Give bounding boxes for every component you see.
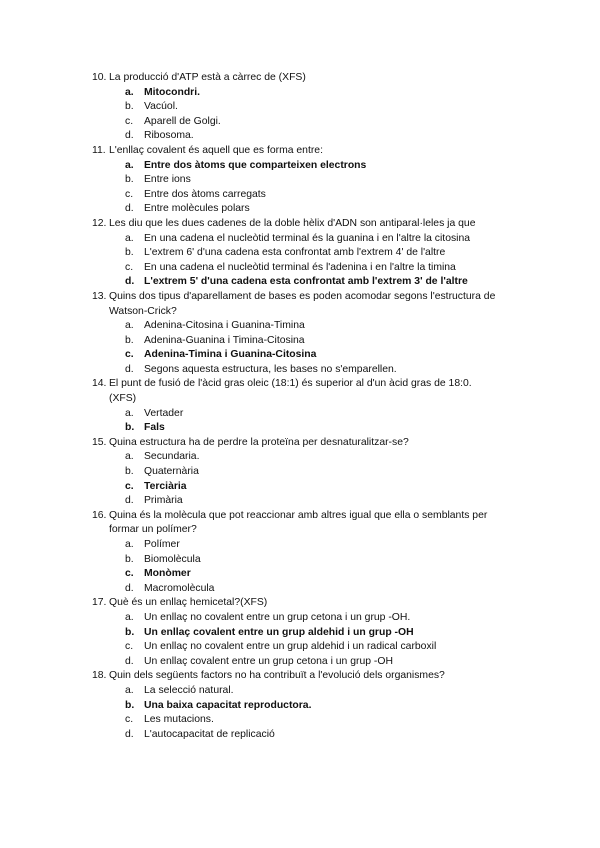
option-text: Segons aquesta estructura, les bases no s'emparellen. — [144, 363, 397, 375]
option-text: Monòmer — [144, 568, 191, 580]
option-text: Entre ions — [144, 174, 191, 186]
answer-option — [92, 246, 532, 261]
question-text-line — [92, 509, 532, 524]
answer-option — [92, 173, 532, 188]
option-text: En una cadena el nucleòtid terminal és l'adenina i en l'altre la timina — [144, 261, 456, 273]
question-text-line — [92, 377, 532, 392]
question-text: El punt de fusió de l'àcid gras oleic (18:1) és superior al d'un àcid gras de 18:0. — [109, 378, 472, 390]
question-indent — [92, 392, 109, 407]
option-text: Adenina-Guanina i Timina-Citosina — [144, 334, 305, 346]
option-text: Primària — [144, 495, 183, 507]
question-12 — [92, 217, 532, 290]
question-number: 17. — [92, 597, 107, 609]
question-text-line — [92, 71, 532, 86]
question-number: 10. — [92, 72, 107, 83]
question-17 — [92, 596, 532, 669]
question-text: Quin dels següents factors no ha contribuït a l'evolució dels organismes? — [109, 670, 445, 682]
option-text: Adenina-Timina i Guanina-Citosina — [144, 349, 317, 361]
option-text: Mitocondri. — [144, 86, 200, 98]
option-text: Ribosoma. — [144, 130, 194, 142]
option-letter: b. — [125, 101, 134, 113]
option-letter: b. — [125, 699, 135, 711]
option-letter: a. — [125, 320, 134, 332]
question-number: 13. — [92, 290, 107, 302]
answer-options — [92, 319, 532, 377]
answer-option — [92, 713, 532, 728]
question-text-line — [92, 305, 532, 320]
question-list — [92, 71, 532, 742]
option-text: Fals — [144, 422, 165, 434]
answer-option — [92, 684, 532, 699]
option-text: L'extrem 6' d'una cadena esta confrontat amb l'extrem 4' de l'altre — [144, 247, 446, 259]
question-text: Quins dos tipus d'aparellament de bases es poden acomodar segons l'estructura de — [109, 290, 496, 302]
option-letter: b. — [125, 174, 134, 186]
answer-option-correct — [92, 86, 532, 101]
answer-option-correct — [92, 567, 532, 582]
answer-option-correct — [92, 626, 532, 641]
option-text: Entre dos àtoms que comparteixen electrons — [144, 159, 367, 171]
answer-option-correct — [92, 275, 532, 290]
option-letter: d. — [125, 728, 134, 740]
answer-option — [92, 553, 532, 568]
question-11 — [92, 144, 532, 217]
answer-options — [92, 538, 532, 596]
question-10 — [92, 71, 532, 144]
option-letter: a. — [125, 232, 134, 244]
question-text-line — [92, 596, 532, 611]
answer-option — [92, 202, 532, 217]
option-text: Adenina-Citosina i Guanina-Timina — [144, 320, 305, 332]
option-text: Macromolècula — [144, 582, 215, 594]
question-text-line — [92, 436, 532, 451]
answer-option — [92, 655, 532, 670]
option-letter: d. — [125, 203, 134, 215]
question-13 — [92, 290, 532, 378]
answer-option — [92, 582, 532, 597]
question-number: 12. — [92, 217, 107, 229]
question-text-line — [92, 392, 532, 407]
option-text: Entre molècules polars — [144, 203, 250, 215]
option-text: Quaternària — [144, 466, 199, 478]
option-letter: d. — [125, 276, 135, 288]
option-text: Un enllaç no covalent entre un grup aldehid i un radical carboxil — [144, 641, 437, 653]
option-letter: b. — [125, 626, 135, 638]
option-letter: a. — [125, 407, 134, 419]
answer-option — [92, 494, 532, 509]
answer-option-correct — [92, 421, 532, 436]
answer-option — [92, 115, 532, 130]
option-text: Polímer — [144, 539, 180, 550]
option-letter: b. — [125, 553, 134, 565]
question-number: 14. — [92, 378, 107, 390]
option-letter: c. — [125, 115, 134, 127]
option-letter: c. — [125, 568, 134, 580]
option-letter: c. — [125, 188, 134, 200]
option-letter: d. — [125, 655, 134, 667]
question-text-line — [92, 217, 532, 232]
option-letter: b. — [125, 422, 135, 434]
question-text: Quina és la molècula que pot reaccionar amb altres igual que ella o semblants per — [109, 509, 488, 521]
answer-option — [92, 261, 532, 276]
option-letter: a. — [125, 684, 134, 696]
question-text-line — [92, 144, 532, 159]
option-letter: c. — [125, 480, 134, 492]
option-letter: a. — [125, 86, 134, 98]
answer-option-correct — [92, 480, 532, 495]
option-text: Biomolècula — [144, 553, 201, 565]
option-letter: d. — [125, 582, 134, 594]
option-text: En una cadena el nucleòtid terminal és la guanina i en l'altre la citosina — [144, 232, 471, 244]
answer-option — [92, 450, 532, 465]
answer-options — [92, 684, 532, 742]
option-text: Terciària — [144, 480, 187, 492]
answer-option — [92, 728, 532, 743]
question-text: La producció d'ATP està a càrrec de (XFS) — [109, 72, 306, 83]
answer-option — [92, 334, 532, 349]
answer-option-correct — [92, 159, 532, 174]
option-text: L'autocapacitat de replicació — [144, 728, 275, 740]
option-letter: b. — [125, 247, 134, 259]
option-letter: c. — [125, 641, 134, 653]
answer-option — [92, 407, 532, 422]
option-letter: d. — [125, 363, 134, 375]
option-letter: a. — [125, 539, 134, 550]
answer-options — [92, 159, 532, 217]
answer-option-correct — [92, 699, 532, 714]
answer-options — [92, 450, 532, 508]
answer-option — [92, 611, 532, 626]
question-indent — [92, 523, 109, 538]
question-number: 16. — [92, 509, 107, 521]
answer-option — [92, 232, 532, 247]
option-letter: c. — [125, 261, 134, 273]
question-text-line — [92, 290, 532, 305]
answer-options — [92, 407, 532, 436]
question-text: Les diu que les dues cadenes de la doble hèlix d'ADN son antiparal·leles ja que — [109, 217, 476, 229]
option-letter: b. — [125, 466, 134, 478]
option-text: Secundaria. — [144, 451, 200, 463]
option-letter: a. — [125, 159, 134, 171]
option-text: Les mutacions. — [144, 714, 214, 726]
answer-options — [92, 611, 532, 669]
answer-option — [92, 363, 532, 378]
option-letter: d. — [125, 495, 134, 507]
option-letter: d. — [125, 130, 134, 142]
answer-option — [92, 188, 532, 203]
option-letter: c. — [125, 349, 134, 361]
answer-option — [92, 465, 532, 480]
answer-option — [92, 319, 532, 334]
answer-options — [92, 232, 532, 290]
question-text: Què és un enllaç hemicetal?(XFS) — [109, 597, 268, 609]
question-18 — [92, 669, 532, 742]
answer-option — [92, 538, 532, 553]
question-text-line — [92, 669, 532, 684]
question-number: 18. — [92, 670, 107, 682]
option-text: Aparell de Golgi. — [144, 115, 221, 127]
question-text: L'enllaç covalent és aquell que es forma entre: — [109, 144, 323, 156]
option-text: Vertader — [144, 407, 184, 419]
question-number: 15. — [92, 436, 107, 448]
option-text: Entre dos àtoms carregats — [144, 188, 266, 200]
answer-option-correct — [92, 348, 532, 363]
answer-option — [92, 640, 532, 655]
option-letter: a. — [125, 611, 134, 623]
question-indent — [92, 305, 109, 320]
question-text-line — [92, 523, 532, 538]
option-text: L'extrem 5' d'una cadena esta confrontat amb l'extrem 3' de l'altre — [144, 276, 468, 288]
question-text: Watson-Crick? — [109, 305, 177, 317]
question-15 — [92, 436, 532, 509]
option-letter: b. — [125, 334, 134, 346]
option-text: La selecció natural. — [144, 684, 234, 696]
question-text: Quina estructura ha de perdre la proteïna per desnaturalitzar-se? — [109, 436, 409, 448]
option-letter: a. — [125, 451, 134, 463]
question-number: 11. — [92, 144, 106, 156]
question-16 — [92, 509, 532, 597]
option-text: Una baixa capacitat reproductora. — [144, 699, 312, 711]
answer-options — [92, 86, 532, 144]
question-text: (XFS) — [109, 393, 137, 405]
answer-option — [92, 100, 532, 115]
option-text: Un enllaç covalent entre un grup aldehid i un grup -OH — [144, 626, 414, 638]
option-text: Un enllaç no covalent entre un grup cetona i un grup -OH. — [144, 611, 411, 623]
question-text: formar un polímer? — [109, 524, 197, 536]
option-letter: c. — [125, 714, 134, 726]
option-text: Vacúol. — [144, 101, 178, 113]
option-text: Un enllaç covalent entre un grup cetona i un grup -OH — [144, 655, 393, 667]
question-14 — [92, 377, 532, 435]
answer-option — [92, 129, 532, 144]
